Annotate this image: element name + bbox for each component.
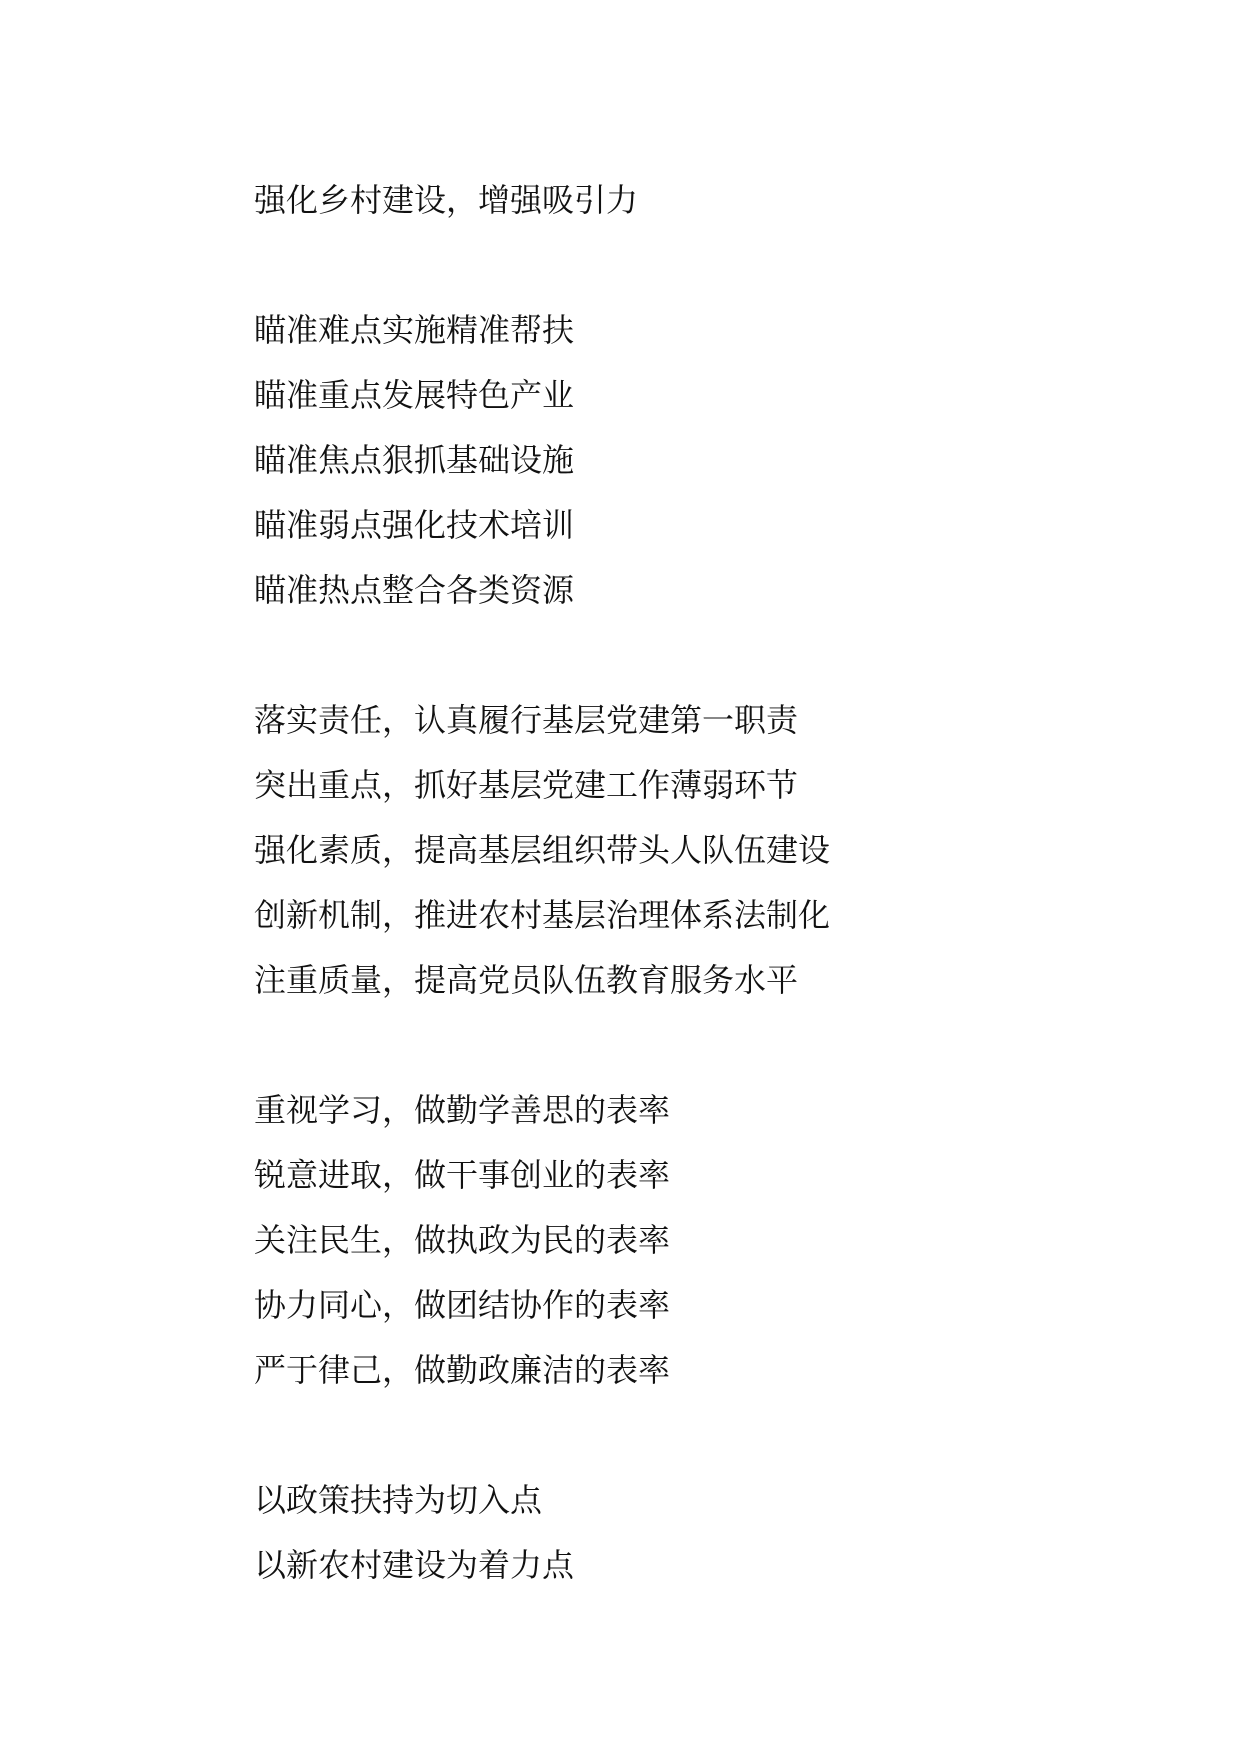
group-spacer <box>254 1403 1154 1468</box>
text-line: 瞄准弱点强化技术培训 <box>254 506 575 544</box>
group-spacer <box>254 233 1154 298</box>
party-building-group <box>254 688 1154 1013</box>
text-line: 强化素质，提高基层组织带头人队伍建设 <box>254 831 831 869</box>
text-line: 注重质量，提高党员队伍教育服务水平 <box>254 961 799 999</box>
text-line: 严于律己，做勤政廉洁的表率 <box>254 1351 671 1389</box>
text-line: 瞄准焦点狠抓基础设施 <box>254 441 575 479</box>
text-line: 重视学习，做勤学善思的表率 <box>254 1091 671 1129</box>
group-spacer <box>254 1013 1154 1078</box>
heading-group <box>254 168 1154 233</box>
text-line: 协力同心，做团结协作的表率 <box>254 1286 671 1324</box>
text-line: 瞄准热点整合各类资源 <box>254 571 575 609</box>
focus-points-group <box>254 298 1154 623</box>
text-line: 瞄准重点发展特色产业 <box>254 376 575 414</box>
text-line: 瞄准难点实施精准帮扶 <box>254 311 575 349</box>
text-line: 落实责任，认真履行基层党建第一职责 <box>254 701 799 739</box>
starting-point-group <box>254 1468 1154 1598</box>
text-line: 以政策扶持为切入点 <box>254 1481 543 1519</box>
text-line: 关注民生，做执政为民的表率 <box>254 1221 671 1259</box>
text-line: 锐意进取，做干事创业的表率 <box>254 1156 671 1194</box>
text-line: 创新机制，推进农村基层治理体系法制化 <box>254 896 831 934</box>
role-model-group <box>254 1078 1154 1403</box>
document-body <box>254 168 1154 1598</box>
heading-line: 强化乡村建设，增强吸引力 <box>254 181 639 219</box>
text-line: 突出重点，抓好基层党建工作薄弱环节 <box>254 766 799 804</box>
text-line: 以新农村建设为着力点 <box>254 1546 575 1584</box>
group-spacer <box>254 623 1154 688</box>
